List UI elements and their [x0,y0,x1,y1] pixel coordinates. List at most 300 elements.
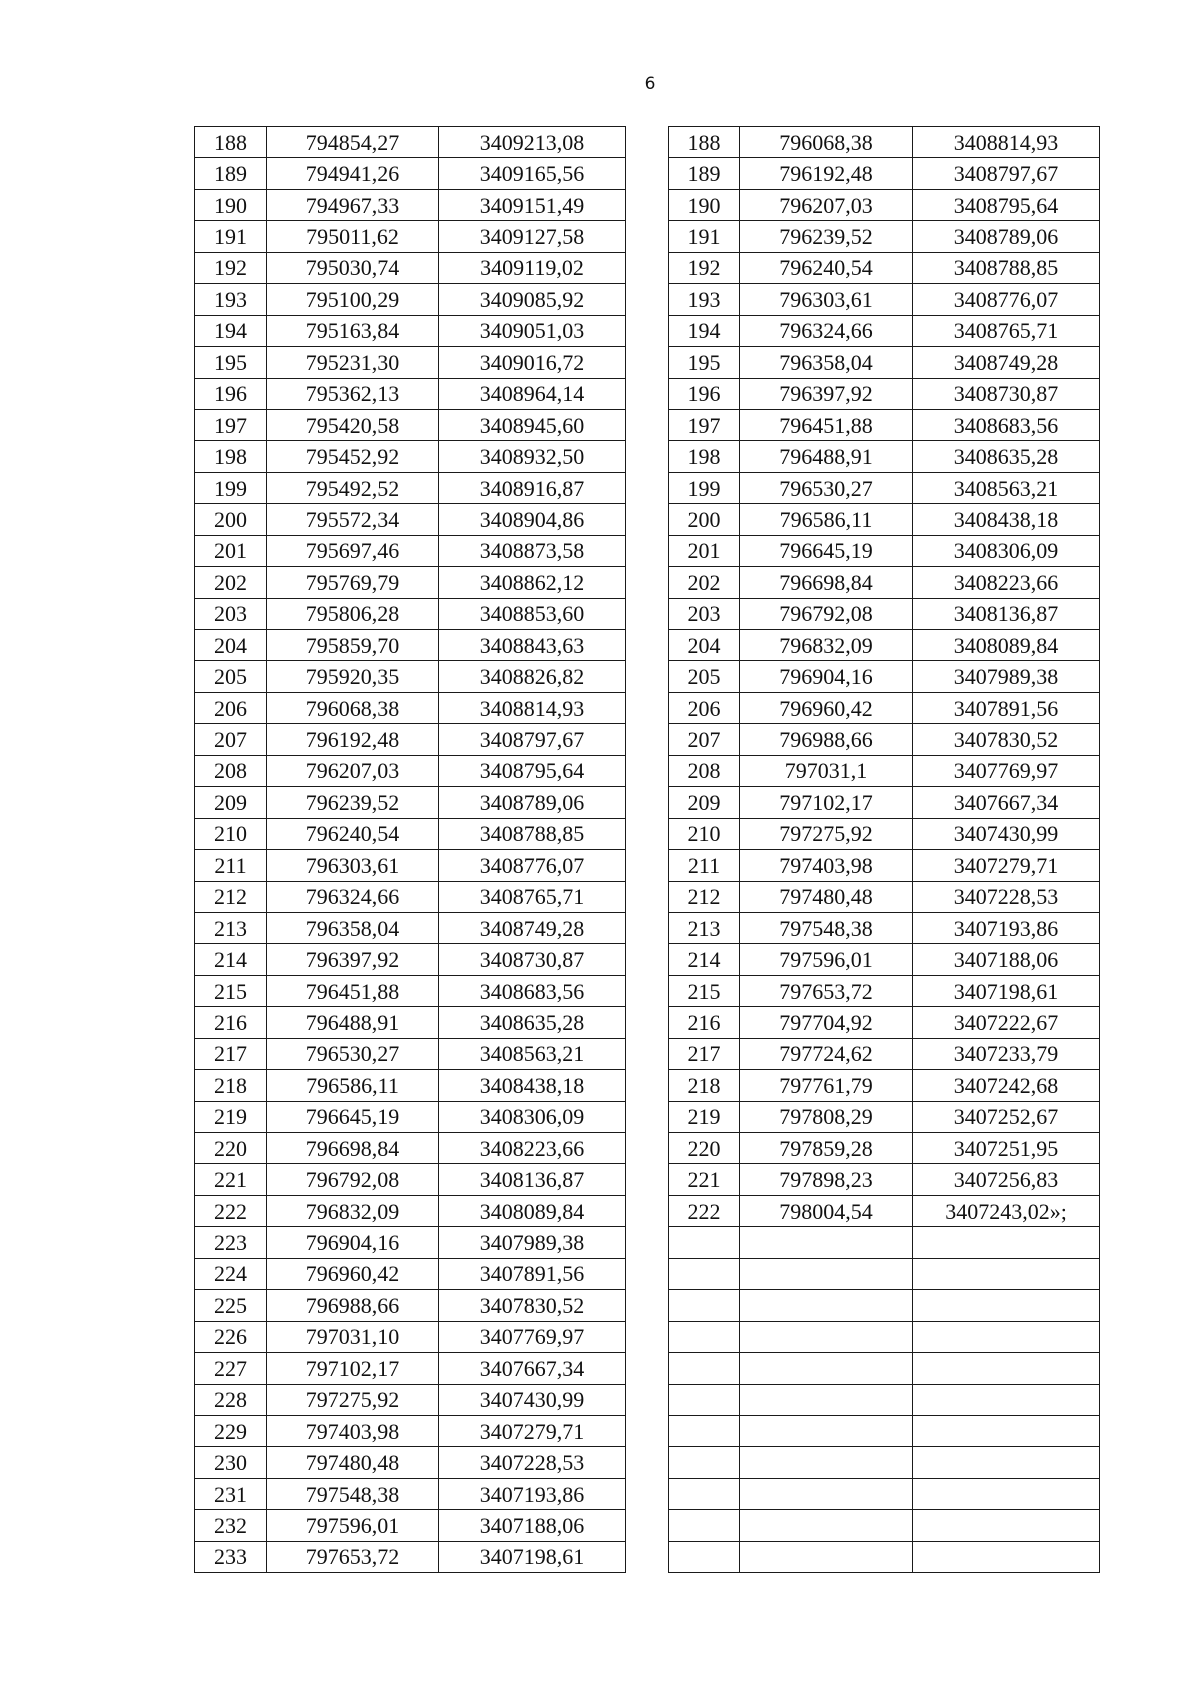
right-x-coordinate-cell [740,1258,913,1289]
table-gap [626,661,669,692]
left-point-number-cell: 207 [195,724,267,755]
left-x-coordinate-cell: 795452,92 [267,441,439,472]
page-number: 6 [644,74,656,94]
left-x-coordinate-cell: 796960,42 [267,1258,439,1289]
right-point-number-cell: 222 [669,1195,740,1226]
table-gap [626,535,669,566]
right-x-coordinate-cell: 796530,27 [740,472,913,503]
left-x-coordinate-cell: 796792,08 [267,1164,439,1195]
table-row [195,1007,1100,1038]
table-row [195,1478,1100,1509]
right-x-coordinate-cell: 797548,38 [740,912,913,943]
right-x-coordinate-cell [740,1227,913,1258]
left-point-number-cell: 215 [195,975,267,1006]
left-point-number-cell: 222 [195,1195,267,1226]
left-point-number-cell: 221 [195,1164,267,1195]
right-x-coordinate-cell [740,1415,913,1446]
left-x-coordinate-cell: 797031,10 [267,1321,439,1352]
left-x-coordinate-cell: 795100,29 [267,284,439,315]
left-point-number-cell: 229 [195,1415,267,1446]
left-point-number-cell: 194 [195,315,267,346]
left-y-coordinate-cell: 3407891,56 [439,1258,626,1289]
right-y-coordinate-cell [913,1290,1100,1321]
right-y-coordinate-cell: 3408438,18 [913,504,1100,535]
left-x-coordinate-cell: 795030,74 [267,252,439,283]
right-point-number-cell: 190 [669,189,740,220]
table-gap [626,692,669,723]
left-x-coordinate-cell: 797653,72 [267,1541,439,1572]
table-row [195,630,1100,661]
table-gap [626,221,669,252]
table-gap [626,1258,669,1289]
left-y-coordinate-cell: 3408223,66 [439,1133,626,1164]
right-y-coordinate-cell: 3408749,28 [913,347,1100,378]
table-row [195,1321,1100,1352]
left-x-coordinate-cell: 796303,61 [267,850,439,881]
right-point-number-cell: 208 [669,755,740,786]
right-point-number-cell [669,1541,740,1572]
right-point-number-cell: 197 [669,409,740,440]
right-x-coordinate-cell: 796698,84 [740,567,913,598]
right-y-coordinate-cell: 3408306,09 [913,535,1100,566]
left-x-coordinate-cell: 795572,34 [267,504,439,535]
table-row [195,912,1100,943]
left-x-coordinate-cell: 795769,79 [267,567,439,598]
left-y-coordinate-cell: 3407667,34 [439,1353,626,1384]
right-point-number-cell [669,1478,740,1509]
left-point-number-cell: 210 [195,818,267,849]
table-row [195,944,1100,975]
table-row [195,252,1100,283]
right-point-number-cell: 198 [669,441,740,472]
table-gap [626,284,669,315]
left-point-number-cell: 231 [195,1478,267,1509]
table-gap [626,1227,669,1258]
left-x-coordinate-cell: 796192,48 [267,724,439,755]
right-y-coordinate-cell [913,1510,1100,1541]
left-y-coordinate-cell: 3409165,56 [439,158,626,189]
right-y-coordinate-cell: 3407430,99 [913,818,1100,849]
left-point-number-cell: 233 [195,1541,267,1572]
left-x-coordinate-cell: 796645,19 [267,1101,439,1132]
right-y-coordinate-cell [913,1478,1100,1509]
right-y-coordinate-cell: 3408788,85 [913,252,1100,283]
left-y-coordinate-cell: 3408789,06 [439,787,626,818]
right-point-number-cell: 194 [669,315,740,346]
table-row [195,158,1100,189]
left-y-coordinate-cell: 3408089,84 [439,1195,626,1226]
table-row [195,975,1100,1006]
table-row [195,1227,1100,1258]
table-row [195,787,1100,818]
left-y-coordinate-cell: 3408563,21 [439,1038,626,1069]
left-x-coordinate-cell: 796397,92 [267,944,439,975]
table-row [195,1415,1100,1446]
right-x-coordinate-cell: 797724,62 [740,1038,913,1069]
right-x-coordinate-cell: 796488,91 [740,441,913,472]
table-gap [626,1133,669,1164]
right-point-number-cell: 204 [669,630,740,661]
left-y-coordinate-cell: 3407188,06 [439,1510,626,1541]
right-y-coordinate-cell [913,1384,1100,1415]
right-x-coordinate-cell: 796358,04 [740,347,913,378]
right-point-number-cell [669,1290,740,1321]
table-gap [626,1478,669,1509]
right-x-coordinate-cell: 797898,23 [740,1164,913,1195]
left-y-coordinate-cell: 3408795,64 [439,755,626,786]
table-gap [626,315,669,346]
right-point-number-cell: 221 [669,1164,740,1195]
left-y-coordinate-cell: 3408873,58 [439,535,626,566]
right-x-coordinate-cell: 796240,54 [740,252,913,283]
right-point-number-cell [669,1227,740,1258]
left-x-coordinate-cell: 797480,48 [267,1447,439,1478]
left-point-number-cell: 192 [195,252,267,283]
left-x-coordinate-cell: 796988,66 [267,1290,439,1321]
right-point-number-cell [669,1447,740,1478]
right-x-coordinate-cell: 797859,28 [740,1133,913,1164]
right-x-coordinate-cell [740,1478,913,1509]
table-row [195,1038,1100,1069]
left-x-coordinate-cell: 795163,84 [267,315,439,346]
table-row [195,1258,1100,1289]
right-point-number-cell: 215 [669,975,740,1006]
left-x-coordinate-cell: 794941,26 [267,158,439,189]
left-y-coordinate-cell: 3408814,93 [439,692,626,723]
left-point-number-cell: 226 [195,1321,267,1352]
left-x-coordinate-cell: 796904,16 [267,1227,439,1258]
table-row [195,127,1100,158]
left-y-coordinate-cell: 3408749,28 [439,912,626,943]
left-x-coordinate-cell: 795420,58 [267,409,439,440]
right-y-coordinate-cell: 3407252,67 [913,1101,1100,1132]
left-x-coordinate-cell: 796324,66 [267,881,439,912]
left-x-coordinate-cell: 796207,03 [267,755,439,786]
right-y-coordinate-cell [913,1258,1100,1289]
left-y-coordinate-cell: 3407228,53 [439,1447,626,1478]
table-row [195,1353,1100,1384]
right-x-coordinate-cell: 797480,48 [740,881,913,912]
table-row [195,818,1100,849]
left-y-coordinate-cell: 3409119,02 [439,252,626,283]
table-row [195,315,1100,346]
table-gap [626,1353,669,1384]
right-x-coordinate-cell: 796792,08 [740,598,913,629]
coordinates-table-body [195,127,1100,1573]
left-point-number-cell: 188 [195,127,267,158]
right-x-coordinate-cell: 796988,66 [740,724,913,755]
left-x-coordinate-cell: 794854,27 [267,127,439,158]
left-point-number-cell: 213 [195,912,267,943]
table-gap [626,1415,669,1446]
table-row [195,1510,1100,1541]
left-x-coordinate-cell: 794967,33 [267,189,439,220]
right-x-coordinate-cell: 796960,42 [740,692,913,723]
table-row [195,1164,1100,1195]
table-row [195,661,1100,692]
table-gap [626,724,669,755]
table-row [195,1133,1100,1164]
right-point-number-cell [669,1258,740,1289]
right-y-coordinate-cell: 3407193,86 [913,912,1100,943]
right-y-coordinate-cell: 3407989,38 [913,661,1100,692]
left-y-coordinate-cell: 3408797,67 [439,724,626,755]
left-y-coordinate-cell: 3408964,14 [439,378,626,409]
left-y-coordinate-cell: 3407989,38 [439,1227,626,1258]
right-point-number-cell: 206 [669,692,740,723]
right-x-coordinate-cell: 797653,72 [740,975,913,1006]
table-gap [626,630,669,661]
right-y-coordinate-cell: 3408563,21 [913,472,1100,503]
table-gap [626,850,669,881]
right-y-coordinate-cell: 3407188,06 [913,944,1100,975]
left-point-number-cell: 224 [195,1258,267,1289]
table-gap [626,1070,669,1101]
left-x-coordinate-cell: 796358,04 [267,912,439,943]
left-point-number-cell: 199 [195,472,267,503]
right-y-coordinate-cell: 3408797,67 [913,158,1100,189]
right-x-coordinate-cell: 797403,98 [740,850,913,881]
left-x-coordinate-cell: 795231,30 [267,347,439,378]
right-x-coordinate-cell: 797704,92 [740,1007,913,1038]
left-y-coordinate-cell: 3408788,85 [439,818,626,849]
left-y-coordinate-cell: 3408306,09 [439,1101,626,1132]
left-y-coordinate-cell: 3409085,92 [439,284,626,315]
table-gap [626,504,669,535]
left-point-number-cell: 216 [195,1007,267,1038]
left-x-coordinate-cell: 795011,62 [267,221,439,252]
left-point-number-cell: 227 [195,1353,267,1384]
left-x-coordinate-cell: 796488,91 [267,1007,439,1038]
right-y-coordinate-cell [913,1541,1100,1572]
left-point-number-cell: 214 [195,944,267,975]
right-y-coordinate-cell: 3407222,67 [913,1007,1100,1038]
right-y-coordinate-cell: 3407667,34 [913,787,1100,818]
right-x-coordinate-cell: 796324,66 [740,315,913,346]
right-y-coordinate-cell: 3408776,07 [913,284,1100,315]
right-point-number-cell: 188 [669,127,740,158]
right-point-number-cell [669,1510,740,1541]
left-y-coordinate-cell: 3408862,12 [439,567,626,598]
table-row [195,189,1100,220]
right-point-number-cell: 191 [669,221,740,252]
right-point-number-cell: 196 [669,378,740,409]
right-point-number-cell: 203 [669,598,740,629]
left-y-coordinate-cell: 3408916,87 [439,472,626,503]
right-x-coordinate-cell: 797031,1 [740,755,913,786]
left-y-coordinate-cell: 3407198,61 [439,1541,626,1572]
left-point-number-cell: 189 [195,158,267,189]
left-y-coordinate-cell: 3408438,18 [439,1070,626,1101]
right-y-coordinate-cell: 3408635,28 [913,441,1100,472]
left-point-number-cell: 190 [195,189,267,220]
right-x-coordinate-cell: 796192,48 [740,158,913,189]
left-point-number-cell: 193 [195,284,267,315]
left-x-coordinate-cell: 796698,84 [267,1133,439,1164]
right-point-number-cell: 189 [669,158,740,189]
left-y-coordinate-cell: 3408932,50 [439,441,626,472]
right-y-coordinate-cell: 3407251,95 [913,1133,1100,1164]
right-x-coordinate-cell: 796207,03 [740,189,913,220]
left-y-coordinate-cell: 3408843,63 [439,630,626,661]
left-y-coordinate-cell: 3409016,72 [439,347,626,378]
left-point-number-cell: 191 [195,221,267,252]
right-y-coordinate-cell: 3407256,83 [913,1164,1100,1195]
table-gap [626,472,669,503]
right-point-number-cell: 219 [669,1101,740,1132]
right-y-coordinate-cell [913,1415,1100,1446]
left-y-coordinate-cell: 3409051,03 [439,315,626,346]
left-y-coordinate-cell: 3409213,08 [439,127,626,158]
left-point-number-cell: 225 [195,1290,267,1321]
right-x-coordinate-cell: 796239,52 [740,221,913,252]
table-row [195,1447,1100,1478]
left-y-coordinate-cell: 3408635,28 [439,1007,626,1038]
right-x-coordinate-cell [740,1353,913,1384]
right-point-number-cell: 192 [669,252,740,283]
table-row [195,1384,1100,1415]
right-y-coordinate-cell: 3407198,61 [913,975,1100,1006]
left-point-number-cell: 220 [195,1133,267,1164]
left-x-coordinate-cell: 797596,01 [267,1510,439,1541]
right-point-number-cell: 209 [669,787,740,818]
table-gap [626,158,669,189]
table-row [195,1195,1100,1226]
right-x-coordinate-cell: 796832,09 [740,630,913,661]
right-y-coordinate-cell: 3407228,53 [913,881,1100,912]
left-y-coordinate-cell: 3408853,60 [439,598,626,629]
left-y-coordinate-cell: 3407830,52 [439,1290,626,1321]
left-x-coordinate-cell: 796451,88 [267,975,439,1006]
right-point-number-cell: 205 [669,661,740,692]
left-point-number-cell: 203 [195,598,267,629]
right-point-number-cell [669,1415,740,1446]
table-gap [626,1541,669,1572]
left-point-number-cell: 201 [195,535,267,566]
left-x-coordinate-cell: 797403,98 [267,1415,439,1446]
right-x-coordinate-cell: 796397,92 [740,378,913,409]
right-y-coordinate-cell: 3407279,71 [913,850,1100,881]
table-gap [626,755,669,786]
left-y-coordinate-cell: 3407769,97 [439,1321,626,1352]
right-point-number-cell: 199 [669,472,740,503]
table-gap [626,944,669,975]
table-row [195,567,1100,598]
right-y-coordinate-cell: 3408789,06 [913,221,1100,252]
table-gap [626,881,669,912]
right-x-coordinate-cell: 796586,11 [740,504,913,535]
left-point-number-cell: 205 [195,661,267,692]
right-x-coordinate-cell: 797761,79 [740,1070,913,1101]
left-y-coordinate-cell: 3409151,49 [439,189,626,220]
table-gap [626,818,669,849]
left-y-coordinate-cell: 3409127,58 [439,221,626,252]
left-y-coordinate-cell: 3407430,99 [439,1384,626,1415]
left-point-number-cell: 208 [195,755,267,786]
right-y-coordinate-cell: 3408730,87 [913,378,1100,409]
table-row [195,755,1100,786]
table-row [195,284,1100,315]
right-point-number-cell: 201 [669,535,740,566]
table-gap [626,127,669,158]
right-x-coordinate-cell: 797102,17 [740,787,913,818]
right-point-number-cell [669,1321,740,1352]
table-row [195,221,1100,252]
right-point-number-cell: 214 [669,944,740,975]
right-point-number-cell: 220 [669,1133,740,1164]
table-row [195,1101,1100,1132]
left-x-coordinate-cell: 796530,27 [267,1038,439,1069]
right-y-coordinate-cell: 3407243,02»; [913,1195,1100,1226]
table-gap [626,1384,669,1415]
right-point-number-cell: 211 [669,850,740,881]
right-y-coordinate-cell: 3407233,79 [913,1038,1100,1069]
right-y-coordinate-cell [913,1353,1100,1384]
right-point-number-cell: 210 [669,818,740,849]
right-x-coordinate-cell [740,1290,913,1321]
right-x-coordinate-cell: 796904,16 [740,661,913,692]
left-point-number-cell: 228 [195,1384,267,1415]
table-row [195,724,1100,755]
table-gap [626,189,669,220]
left-y-coordinate-cell: 3408683,56 [439,975,626,1006]
table-gap [626,598,669,629]
table-gap [626,912,669,943]
left-x-coordinate-cell: 795806,28 [267,598,439,629]
left-point-number-cell: 218 [195,1070,267,1101]
right-y-coordinate-cell: 3408089,84 [913,630,1100,661]
table-row [195,347,1100,378]
right-y-coordinate-cell: 3407769,97 [913,755,1100,786]
table-row [195,692,1100,723]
table-gap [626,378,669,409]
right-x-coordinate-cell: 797596,01 [740,944,913,975]
right-y-coordinate-cell [913,1227,1100,1258]
table-row [195,881,1100,912]
table-gap [626,1164,669,1195]
left-x-coordinate-cell: 796240,54 [267,818,439,849]
table-row [195,504,1100,535]
left-point-number-cell: 212 [195,881,267,912]
table-gap [626,1447,669,1478]
left-point-number-cell: 206 [195,692,267,723]
left-point-number-cell: 200 [195,504,267,535]
right-y-coordinate-cell: 3408683,56 [913,409,1100,440]
left-point-number-cell: 223 [195,1227,267,1258]
right-x-coordinate-cell: 796451,88 [740,409,913,440]
table-row [195,472,1100,503]
left-y-coordinate-cell: 3407193,86 [439,1478,626,1509]
table-row [195,850,1100,881]
right-x-coordinate-cell: 796068,38 [740,127,913,158]
table-gap [626,1195,669,1226]
right-y-coordinate-cell: 3408136,87 [913,598,1100,629]
table-gap [626,567,669,598]
left-y-coordinate-cell: 3408136,87 [439,1164,626,1195]
table-gap [626,975,669,1006]
right-x-coordinate-cell [740,1321,913,1352]
left-point-number-cell: 197 [195,409,267,440]
table-gap [626,409,669,440]
left-point-number-cell: 230 [195,1447,267,1478]
left-x-coordinate-cell: 796832,09 [267,1195,439,1226]
right-y-coordinate-cell: 3408223,66 [913,567,1100,598]
table-gap [626,252,669,283]
right-x-coordinate-cell [740,1384,913,1415]
right-point-number-cell: 216 [669,1007,740,1038]
right-y-coordinate-cell: 3407242,68 [913,1070,1100,1101]
table-row [195,1070,1100,1101]
